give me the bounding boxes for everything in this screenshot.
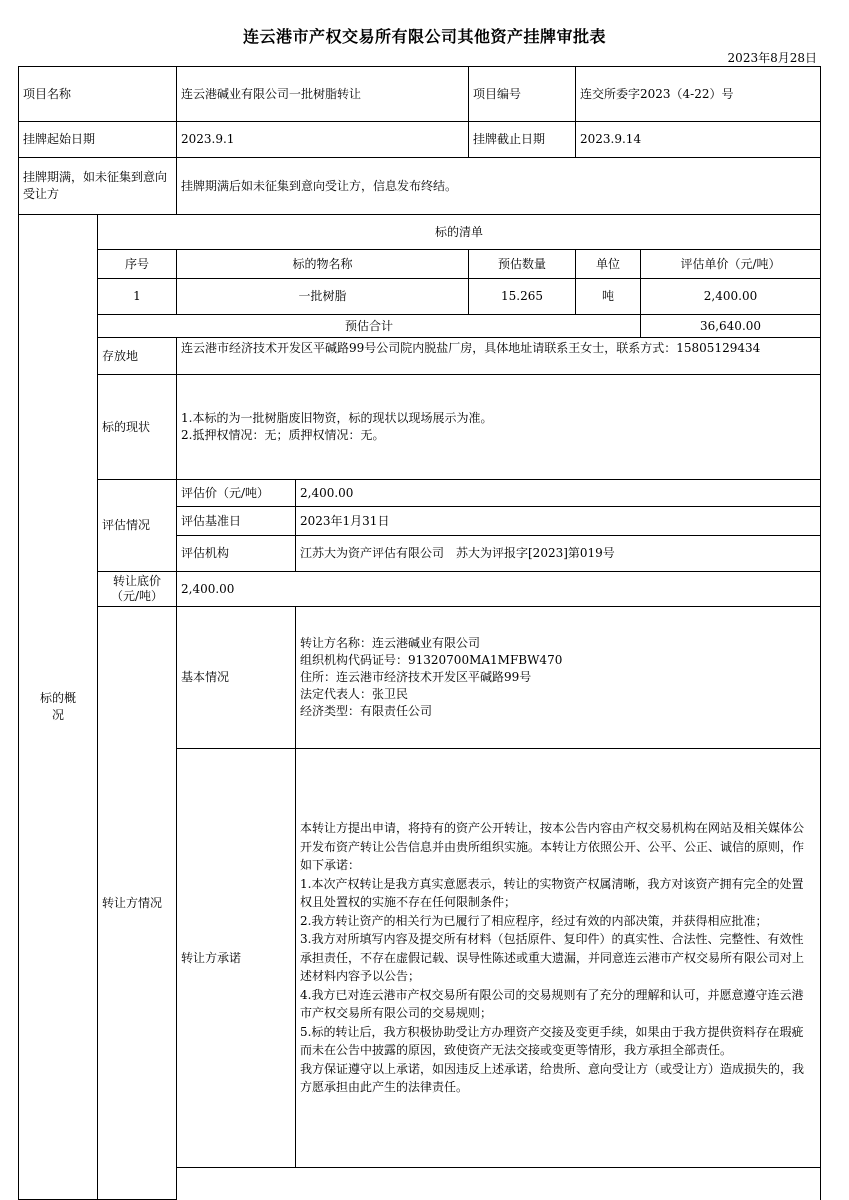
expire-value: 挂牌期满后如未征集到意向受让方，信息发布终结。 xyxy=(176,157,821,215)
expire-label: 挂牌期满，如未征集到意向受让方 xyxy=(18,157,177,215)
list-title: 标的清单 xyxy=(97,214,821,250)
list-row-qty: 15.265 xyxy=(468,278,576,315)
promise-paragraph: 1.本次产权转让是我方真实意愿表示，转让的实物资产权属清晰，我方对该资产拥有完全的处置权且处置权的实施不存在任何限制条件； xyxy=(300,876,804,910)
basic-line: 法定代表人：张卫民 xyxy=(300,687,409,701)
form-date: 2023年8月28日 xyxy=(727,51,817,65)
list-header-price: 评估单价（元/吨） xyxy=(640,249,821,279)
status-value xyxy=(176,374,821,480)
basic-line: 组织机构代码证号：91320700MA1MFBW470 xyxy=(300,653,563,667)
target-overview-label: 标的概况 xyxy=(18,214,98,1200)
list-row-no: 1 xyxy=(97,278,177,315)
list-header-no: 序号 xyxy=(97,249,177,279)
storage-label: 存放地 xyxy=(97,337,177,375)
end-date-label: 挂牌截止日期 xyxy=(468,121,576,158)
project-name-value: 连云港碱业有限公司一批树脂转让 xyxy=(176,66,469,122)
eval-label: 评估情况 xyxy=(97,479,177,572)
basic-line: 转让方名称：连云港碱业有限公司 xyxy=(300,636,481,650)
status-line: 2.抵押权情况：无；质押权情况：无。 xyxy=(181,428,385,442)
floor-price-label: 转让底价（元/吨） xyxy=(97,571,177,607)
eval-date-value: 2023年1月31日 xyxy=(295,506,821,536)
promise-paragraph: 我方保证遵守以上承诺，如因违反上述承诺，给贵所、意向受让方（或受让方）造成损失的，我方愿承担由此产生的法律责任。 xyxy=(300,1061,805,1095)
project-no-value: 连交所委字2023（4-22）号 xyxy=(575,66,821,122)
total-label: 预估合计 xyxy=(97,314,641,338)
basic-line: 住所：连云港市经济技术开发区平碱路99号 xyxy=(300,670,532,684)
floor-price-value: 2,400.00 xyxy=(176,571,821,607)
promise-paragraph: 5.标的转让后，我方积极协助受让方办理资产交接及变更手续，如果由于我方提供资料存在瑕疵而未在公告中披露的原因，致使资产无法交接或变更等情形，我方承担全部责任。 xyxy=(300,1024,804,1058)
transferor-label: 转让方情况 xyxy=(97,606,177,1200)
list-header-name: 标的物名称 xyxy=(176,249,469,279)
eval-price-label: 评估价（元/吨） xyxy=(176,479,296,507)
promise-label: 转让方承诺 xyxy=(176,748,296,1168)
basic-value xyxy=(295,606,821,749)
eval-date-label: 评估基准日 xyxy=(176,506,296,536)
start-date-label: 挂牌起始日期 xyxy=(18,121,177,158)
end-date-value: 2023.9.14 xyxy=(575,121,821,158)
basic-line: 经济类型：有限责任公司 xyxy=(300,704,433,718)
eval-agency-value: 江苏大为资产评估有限公司 苏大为评报字[2023]第019号 xyxy=(295,535,821,572)
bottom-spacer xyxy=(176,1167,821,1200)
eval-agency-label: 评估机构 xyxy=(176,535,296,572)
form-title: 连云港市产权交易所有限公司其他资产挂牌审批表 xyxy=(242,27,606,46)
eval-price-value: 2,400.00 xyxy=(295,479,821,507)
promise-paragraph: 本转让方提出申请，将持有的资产公开转让，按本公告内容由产权交易机构在网站及相关媒体公开发布资产转让公告信息并由贵所组织实施。本转让方依照公开、公平、公正、诚信的原则，作如下承诺： xyxy=(300,821,805,873)
storage-value: 连云港市经济技术开发区平碱路99号公司院内脱盐厂房，具体地址请联系王女士，联系方式：15805129434 xyxy=(176,337,821,375)
promise-value xyxy=(295,748,821,1168)
list-row-name: 一批树脂 xyxy=(176,278,469,315)
start-date-value: 2023.9.1 xyxy=(176,121,469,158)
list-header-qty: 预估数量 xyxy=(468,249,576,279)
promise-paragraph: 2.我方转让资产的相关行为已履行了相应程序，经过有效的内部决策，并获得相应批准； xyxy=(300,913,768,928)
list-row-unit: 吨 xyxy=(575,278,641,315)
project-no-label: 项目编号 xyxy=(468,66,576,122)
list-header-unit: 单位 xyxy=(575,249,641,279)
status-line: 1.本标的为一批树脂废旧物资，标的现状以现场展示为准。 xyxy=(181,411,493,425)
project-name-label: 项目名称 xyxy=(18,66,177,122)
promise-paragraph: 4.我方已对连云港市产权交易所有限公司的交易规则有了充分的理解和认可，并愿意遵守连云港市产权交易所有限公司的交易规则； xyxy=(300,987,804,1021)
basic-label: 基本情况 xyxy=(176,606,296,749)
total-value: 36,640.00 xyxy=(640,314,821,338)
promise-paragraph: 3.我方对所填写内容及提交所有材料（包括原件、复印件）的真实性、合法性、完整性、有效性承担责任，不存在虚假记载、误导性陈述或重大遗漏，并同意连云港市产权交易所有限公司对上述材料内容予以公告； xyxy=(300,932,805,984)
status-label: 标的现状 xyxy=(97,374,177,480)
list-row-price: 2,400.00 xyxy=(640,278,821,315)
